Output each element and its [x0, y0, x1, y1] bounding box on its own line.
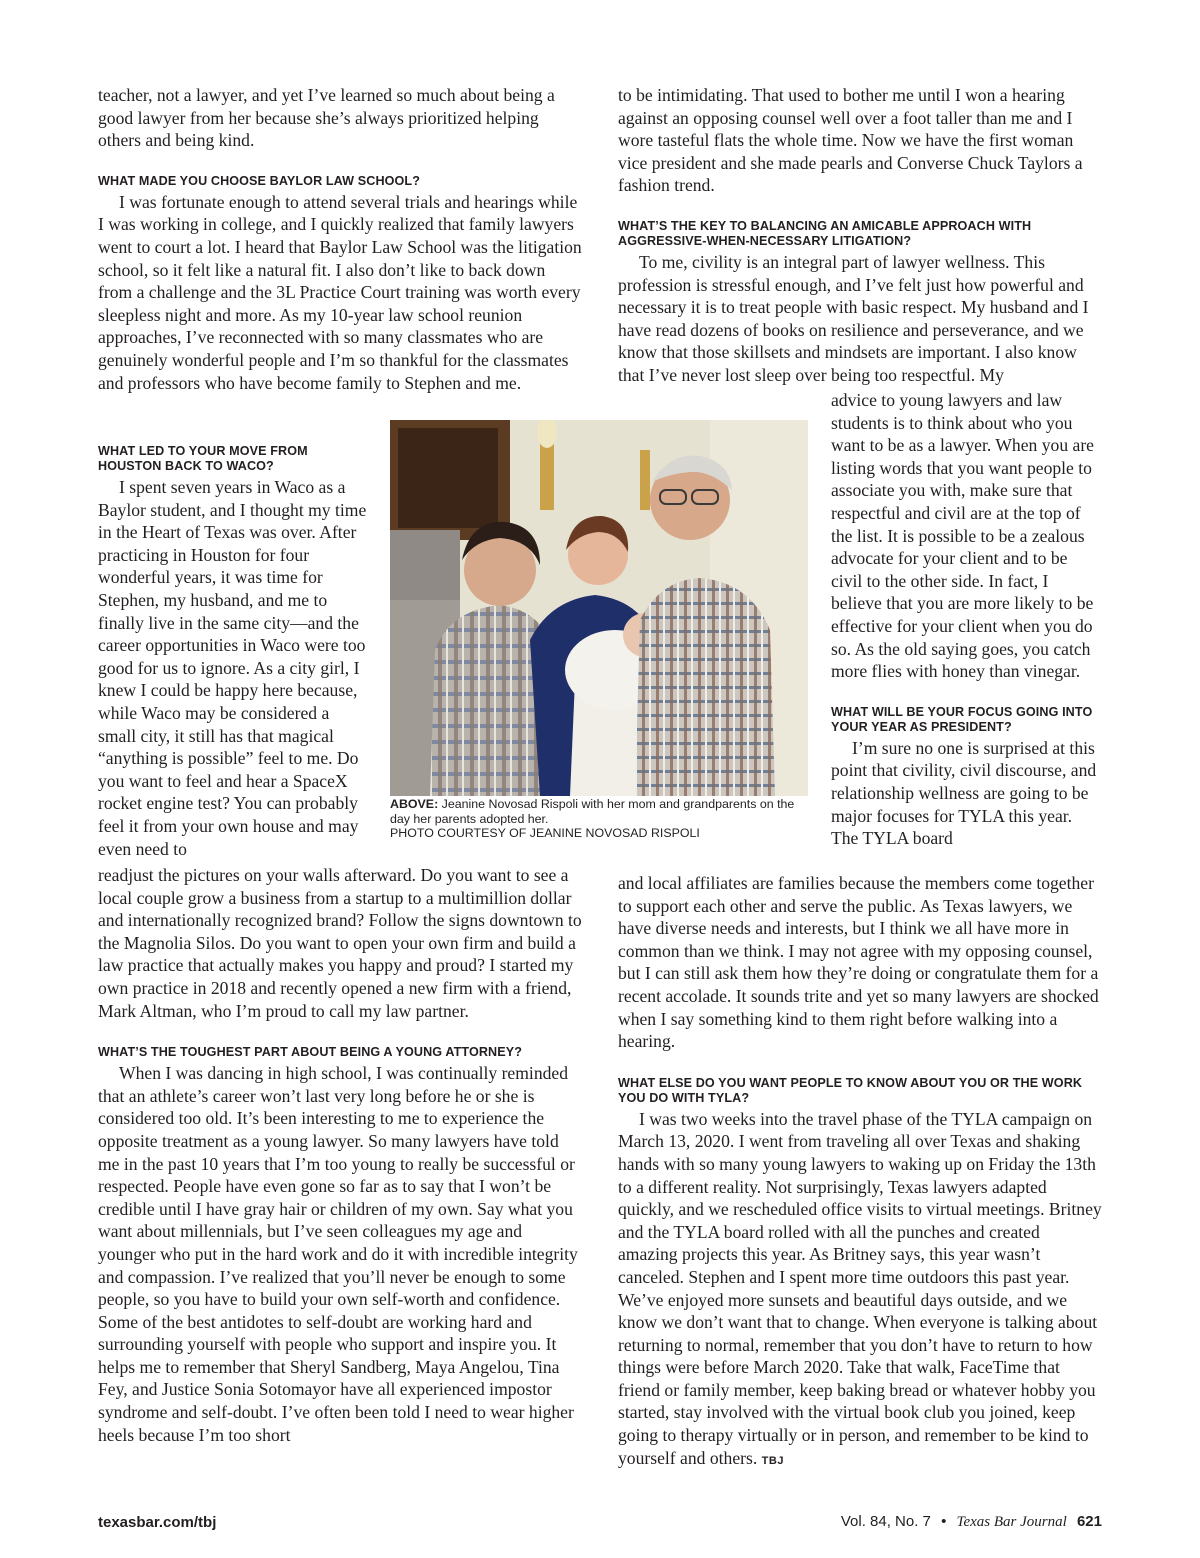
footer-page-number: 621 — [1076, 1513, 1102, 1530]
question-heading: WHAT ELSE DO YOU WANT PEOPLE TO KNOW ABOUT YOU OR THE WORK YOU DO WITH TYLA? — [618, 1075, 1083, 1105]
caption-text: Jeanine Novosad Rispoli with her mom and grandparents on the day her parents adopted her. — [390, 797, 795, 826]
answer-paragraph — [618, 1108, 1102, 1473]
right-column-top — [618, 84, 1102, 387]
footer-bullet: • — [941, 1513, 947, 1530]
question-heading: WHAT LED TO YOUR MOVE FROM HOUSTON BACK TO WACO? — [98, 444, 308, 473]
question-heading: WHAT MADE YOU CHOOSE BAYLOR LAW SCHOOL? — [98, 173, 421, 188]
answer-paragraph-continued: advice to young lawyers and law students is to think about who you want to be as a lawyer. When you are listing words that you want people to associate you with, make sure that respectful and civil are at the top of the list. It is possible to be a zealous advocate for your client and to be civil to the other side. In fact, I believe that you are more likely to be effective for your client when you do so. As the old saying goes, you catch more flies with honey than vinegar. — [831, 390, 1094, 682]
footer-url: texasbar.com/tbj — [98, 1514, 217, 1531]
answer-text: I was two weeks into the travel phase of the TYLA campaign on March 13, 2020. I went from traveling all over Texas and shaking hands with so many young lawyers to waking up on Friday the 13th to a different reality. Not surprisingly, Texas lawyers adapted quickly, and we rescheduled office visits to virtual meetings. Britney and the TYLA board rolled with all the punches and created amazing projects this year. As Britney says, this year wasn’t canceled. Stephen and I spent more time outdoors this past year. We’ve enjoyed more sunsets and beautiful days outside, and we know we don’t want that to change. When everyone is talking about returning to normal, remember that you don’t have to return to how things were before March 2020. Take that walk, FaceTime that friend or family member, keep baking bread or whatever hobby you started, stay involved with the virtual book club you joined, keep going to therapy virtually or in person, and remember to be kind to yourself and others. — [618, 1108, 1102, 1468]
intro-paragraph: teacher, not a lawyer, and yet I’ve learned so much about being a good lawyer from her because she’s always prioritized helping others and being kind. — [98, 85, 555, 151]
family-photo — [390, 420, 808, 796]
left-column-narrow — [98, 444, 370, 860]
question-heading: WHAT’S THE TOUGHEST PART ABOUT BEING A YOUNG ATTORNEY? — [98, 1045, 523, 1060]
answer-paragraph: When I was dancing in high school, I was continually reminded that an athlete’s career won’t last very long before he or she is considered too old. It’s been interesting to me to experience the opposite treatment as a young lawyer. So many lawyers have told me in the past 10 years that I’m too young to really be successful or respected. People have even gone so far as to say that I won’t be credible until I have gray hair or children of my own. Say what you want about millennials, but I’ve seen colleagues my age and younger who put in the hard work and do it with incredible integrity and compassion. I’ve realized that you’ll never be enough to some people, so you have to build your own self-worth and confidence. Some of the best antidotes to self-doubt are working hard and surrounding yourself with people who support and inspire you. It helps me to remember that Sheryl Sandberg, Maya Angelou, Tina Fey, and Justice Sonia Sotomayor have all experienced impostor syndrome and self-doubt. I’ve often been told I need to wear higher heels because I’m too short — [98, 1063, 578, 1445]
answer-paragraph: I was fortunate enough to attend several trials and hearings while I was working in college, and I quickly realized that family lawyers went to court a lot. I heard that Baylor Law School was the litigation school, so it felt like a natural fit. I also don’t like to back down from a challenge and the 3L Practice Court training was worth every sleepless night and more. As my 10-year law school reunion approaches, I’ve reconnected with so many classmates who are genuinely wonderful people and I’m so thankful for the classmates and professors who have become family to Stephen and me. — [98, 191, 582, 393]
answer-paragraph-continued: and local affiliates are families because the members come together to support each other and serve the public. As Texas lawyers, we have diverse needs and interests, but I think we all have more in common than we think. I may not agree with my opposing counsel, but I can still ask them how they’re doing or congratulate them for a recent accolade. It sounds trite and yet so many lawyers are shocked when I say something kind to them right before walking into a hearing. — [618, 873, 1099, 1052]
answer-paragraph: To me, civility is an integral part of lawyer wellness. This profession is stressful enough, and I’ve felt just how powerful and necessary it is to treat people with basic respect. My husband and I have read dozens of books on resilience and perseverance, and we know that those skillsets and mindsets are important. I also know that I’ve never lost sleep over being too respectful. My — [618, 251, 1089, 385]
photo-caption — [390, 797, 808, 841]
question-heading: WHAT’S THE KEY TO BALANCING AN AMICABLE APPROACH WITH AGGRESSIVE-WHEN-NECESSARY LITIGATION? — [618, 218, 1032, 248]
right-column-narrow — [831, 389, 1102, 850]
photo-credit: PHOTO COURTESY OF JEANINE NOVOSAD RISPOLI — [390, 826, 700, 841]
answer-paragraph-continued: readjust the pictures on your walls afterward. Do you want to see a local couple grow a business from a startup to a multimillion dollar and internationally recognized brand? Follow the signs downtown to the Magnolia Silos. Do you want to open your own firm and build a law practice that actually makes you happy and proud? I started my own practice in 2018 and recently opened a new firm with a friend, Mark Altman, who I’m proud to call my law partner. — [98, 865, 582, 1021]
caption-label: ABOVE: — [390, 797, 439, 811]
left-column-wide — [98, 864, 582, 1446]
continued-paragraph: to be intimidating. That used to bother me until I won a hearing against an opposing counsel well over a foot taller than me and I wore tasteful flats the whole time. Now we have the first woman vice president and she made pearls and Converse Chuck Taylors a fashion trend. — [618, 85, 1083, 196]
footer-volume: Vol. 84, No. 7 — [840, 1513, 931, 1530]
footer-journal: Texas Bar Journal — [956, 1514, 1067, 1530]
answer-paragraph: I spent seven years in Waco as a Baylor student, and I thought my time in the Heart of Texas was over. After practicing in Houston for four wonderful years, it was time for Stephen, my husband, and me to finally live in the same city—and the career opportunities in Waco were too good for us to ignore. As a city girl, I knew I could be happy here because, while Waco may be considered a small city, it still has that magical “anything is possible” feel to me. Do you want to feel and hear a SpaceX rocket engine test? You can probably feel it from your own house and may even need to — [98, 477, 367, 859]
end-mark: TBJ — [761, 1454, 784, 1467]
question-heading: WHAT WILL BE YOUR FOCUS GOING INTO YOUR YEAR AS PRESIDENT? — [831, 704, 1093, 734]
right-column-wide — [618, 872, 1102, 1472]
footer-info — [841, 1513, 1102, 1531]
left-column-top — [98, 84, 582, 394]
man-right — [635, 578, 775, 796]
answer-paragraph: I’m sure no one is surprised at this point that civility, civil discourse, and relationship wellness are going to be major focuses for TYLA this year. The TYLA board — [831, 737, 1097, 849]
